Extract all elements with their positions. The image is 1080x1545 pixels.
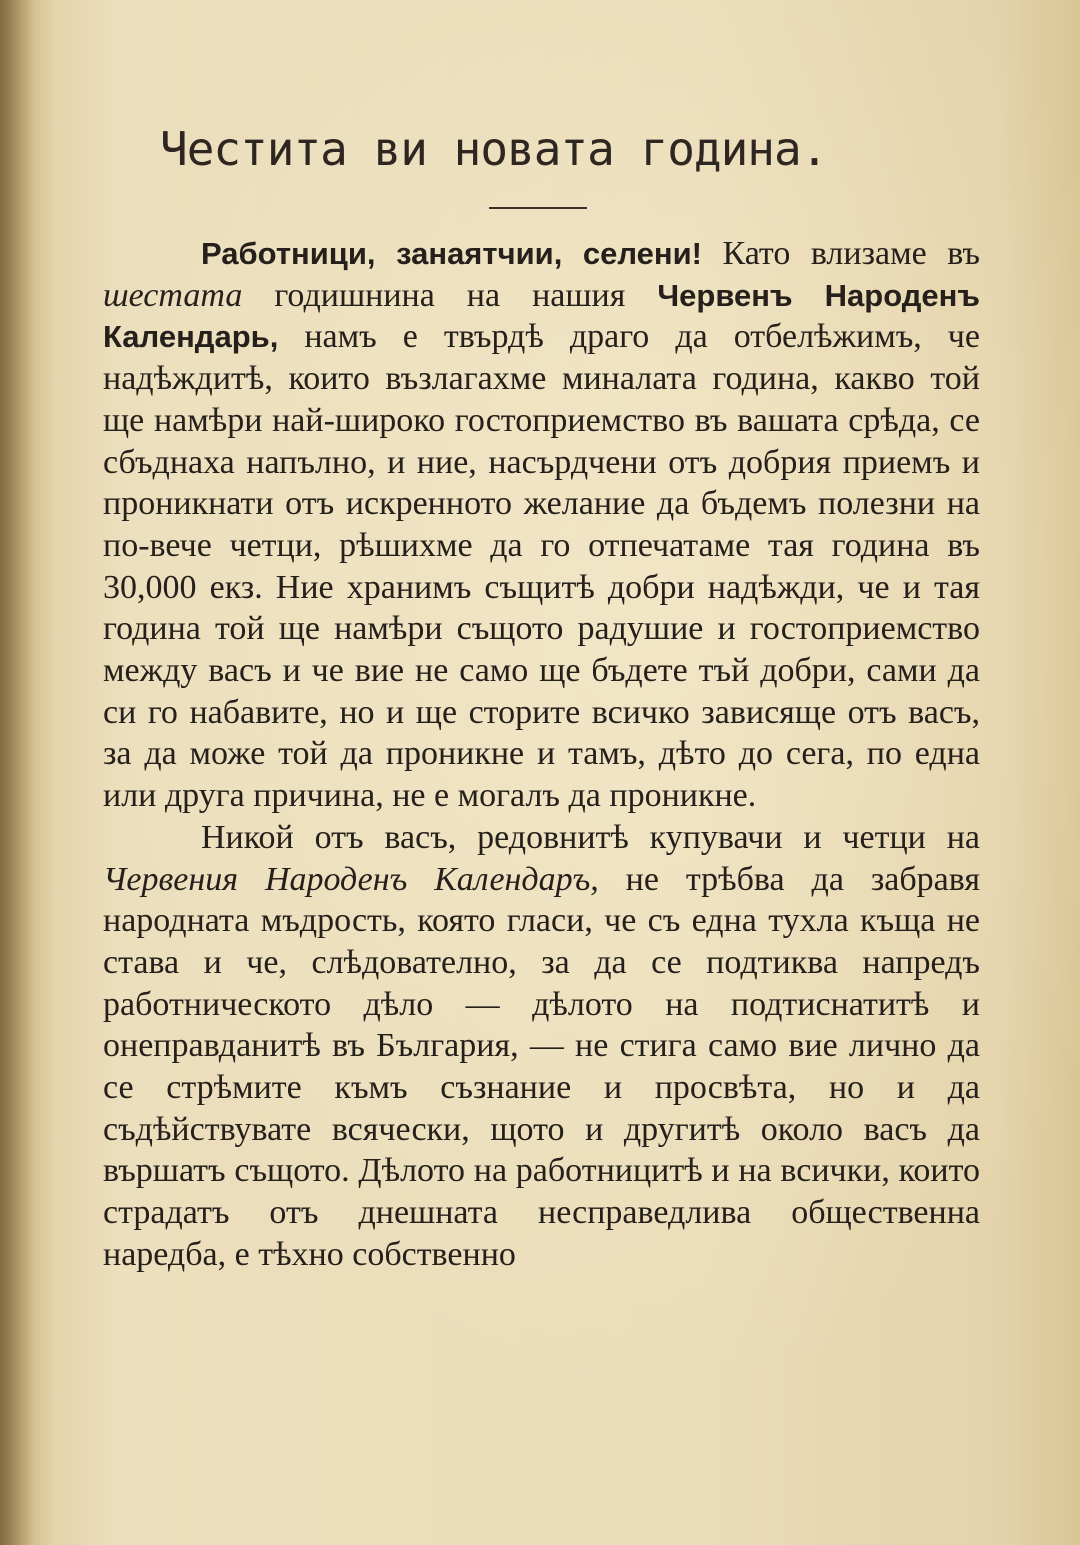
paragraph-1-text-c: намъ е твърдѣ драго да отбелѣжимъ, че надѣждитѣ, които възлагахме миналата година, какво той ще намѣри най-широко гостоприемство въ вашата срѣда, се сбъднаха напълно, и ние, насърдчени отъ добрия приемъ и проникнати отъ искренното желание да бъдемъ полезни на по-вече четци, рѣшихме да го отпечатаме тая година въ 30,000 екз. Ние хранимъ същитѣ добри надѣжди, че и тая година той ще намѣри същото радушие и гостоприемство между васъ и че вие не само ще бъдете тъй добри, сами да си го набавите, но и ще сторите всичко зависяще отъ васъ, за да може той да проникне и тамъ, дѣто до сега, по една или друга причина, не е могалъ да проникне. [103, 318, 980, 815]
page-title: Честита ви новата година. [160, 122, 828, 176]
paragraph-2 [103, 817, 980, 1276]
paragraph-2-text-a: Никой отъ васъ, редовнитѣ купувачи и четци на [201, 818, 980, 856]
italic-sixth: шестата [103, 276, 243, 314]
paragraph-1-text-a: Като влизаме въ [702, 235, 980, 272]
title-divider [489, 207, 587, 209]
address-heading: Работници, занаятчии, селени! [201, 236, 703, 271]
paragraph-2-text-b: не трѣбва да забравя народната мъдрость, която гласи, че съ една тухла къща не става и че, слѣдователно, за да се подтиква напредъ работническото дѣло — дѣлото на подтиснатитѣ и онеправданитѣ въ България, — не стига само вие лично да се стрѣмите къмъ съзнание и просвѣта, но и да съдѣйствувате всячески, щото и другитѣ около васъ да вършатъ същото. Дѣлото на работницитѣ и на всички, които страдатъ отъ днешната несправедлива общественна наредба, е тѣхно собственно [103, 860, 981, 1273]
binding-shadow [0, 0, 34, 1545]
body-text [103, 233, 980, 1276]
calendar-name-bold: Червенъ Народенъ Календарь, [103, 277, 981, 355]
paragraph-1 [103, 233, 980, 817]
calendar-name-italic: Червения Народенъ Календаръ, [103, 860, 599, 898]
paragraph-1-text-b: годишнина на нашия [242, 276, 658, 314]
